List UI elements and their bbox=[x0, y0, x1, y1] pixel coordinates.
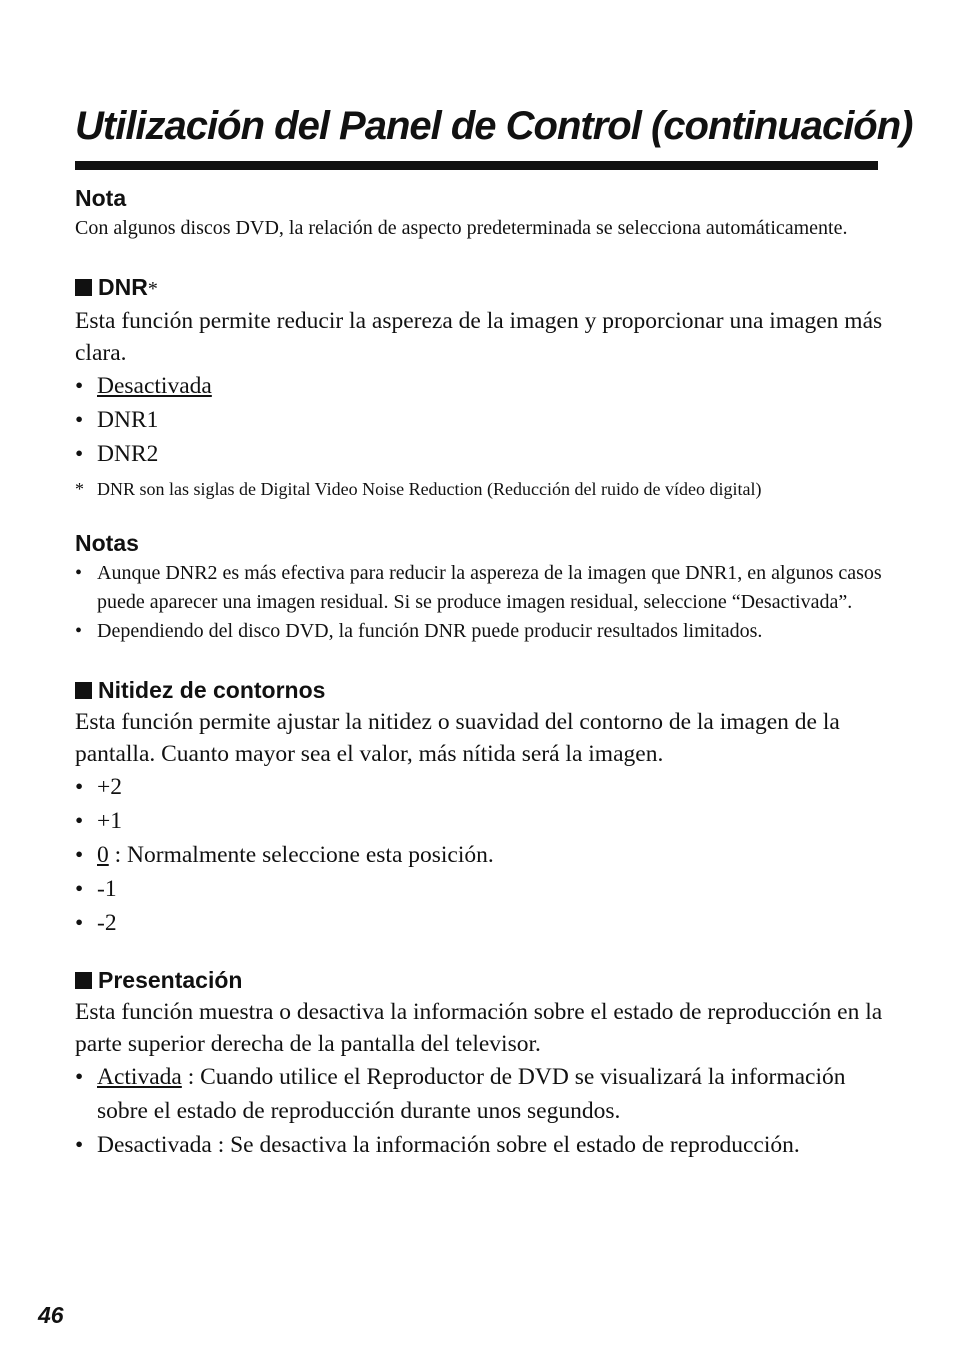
presentacion-description: Esta función muestra o desactiva la información sobre el estado de reproducción en la parte superior derecha de la pantalla del televisor. bbox=[75, 999, 883, 1057]
presentacion-options bbox=[75, 1060, 885, 1162]
dnr-option-label: DNR2 bbox=[97, 441, 159, 467]
presentacion-option-label: Activada bbox=[97, 1064, 182, 1090]
notas-section bbox=[75, 528, 885, 646]
dnr-heading-label: DNR bbox=[98, 274, 148, 300]
dnr-heading bbox=[75, 272, 885, 305]
page-content bbox=[75, 183, 885, 1162]
nitidez-default-note: : Normalmente seleccione esta posición. bbox=[108, 842, 494, 868]
dnr-asterisk: * bbox=[147, 278, 158, 300]
notas-item: • Aunque DNR2 es más efectiva para reducir la aspereza de la imagen que DNR1, en algunos casos puede aparecer una imagen residual. Si se produce imagen residual, seleccione “Desactivada”. bbox=[75, 559, 885, 617]
dnr-footnote bbox=[75, 475, 885, 503]
dnr-options bbox=[75, 369, 885, 471]
notas-list bbox=[75, 559, 885, 646]
nitidez-section bbox=[75, 675, 885, 940]
nitidez-option bbox=[75, 906, 885, 940]
dnr-option-label: DNR1 bbox=[97, 407, 159, 433]
presentacion-heading-label: Presentación bbox=[98, 967, 243, 993]
presentacion-heading bbox=[75, 965, 885, 996]
presentacion-option-text: : Se desactiva la información sobre el estado de reproducción. bbox=[211, 1132, 800, 1158]
dnr-option-dnr1 bbox=[75, 403, 885, 437]
presentacion-section bbox=[75, 965, 885, 1162]
nitidez-option bbox=[75, 872, 885, 906]
footnote-mark: * bbox=[75, 479, 84, 499]
presentacion-option-text: : Cuando utilice el Reproductor de DVD se visualizará la información sobre el estado de reproducción durante unos segundos. bbox=[97, 1064, 846, 1124]
nitidez-option bbox=[75, 770, 885, 804]
dnr-description: Esta función permite reducir la aspereza de la imagen y proporcionar una imagen más clara. bbox=[75, 308, 883, 366]
footnote-text: DNR son las siglas de Digital Video Noise Reduction (Reducción del ruido de vídeo digital) bbox=[97, 479, 762, 499]
nitidez-option-label: -1 bbox=[97, 876, 117, 902]
dnr-section bbox=[75, 272, 885, 503]
nitidez-heading-label: Nitidez de contornos bbox=[98, 677, 326, 703]
presentacion-option-desactivada bbox=[75, 1128, 885, 1162]
nitidez-description: Esta función permite ajustar la nitidez o suavidad del contorno de la imagen de la pantalla. Cuanto mayor sea el valor, más nítida será la imagen. bbox=[75, 709, 840, 767]
dnr-option-label: Desactivada bbox=[97, 373, 212, 399]
nitidez-heading bbox=[75, 675, 885, 706]
nitidez-options bbox=[75, 770, 885, 940]
page-number: 46 bbox=[38, 1302, 64, 1328]
square-bullet-icon bbox=[75, 682, 92, 699]
notas-heading: Notas bbox=[75, 530, 139, 556]
nota-section bbox=[75, 183, 885, 243]
nota-text: Con algunos discos DVD, la relación de aspecto predeterminada se selecciona automáticamente. bbox=[75, 217, 848, 239]
page-title: Utilización del Panel de Control (continuación) bbox=[75, 104, 913, 148]
presentacion-option-activada bbox=[75, 1060, 885, 1128]
nitidez-option-label: +2 bbox=[97, 774, 123, 800]
nitidez-option-label: +1 bbox=[97, 808, 123, 834]
nitidez-option-label: 0 bbox=[97, 842, 109, 868]
notas-item: • Dependiendo del disco DVD, la función DNR puede producir resultados limitados. bbox=[75, 617, 885, 646]
nitidez-option bbox=[75, 804, 885, 838]
nitidez-option-label: -2 bbox=[97, 910, 117, 936]
square-bullet-icon bbox=[75, 972, 92, 989]
dnr-option-desactivada bbox=[75, 369, 885, 403]
nota-heading: Nota bbox=[75, 185, 127, 211]
presentacion-option-label: Desactivada bbox=[97, 1132, 212, 1158]
dnr-option-dnr2 bbox=[75, 437, 885, 471]
square-bullet-icon bbox=[75, 279, 92, 296]
title-rule bbox=[75, 161, 878, 170]
nitidez-option-default bbox=[75, 838, 885, 872]
